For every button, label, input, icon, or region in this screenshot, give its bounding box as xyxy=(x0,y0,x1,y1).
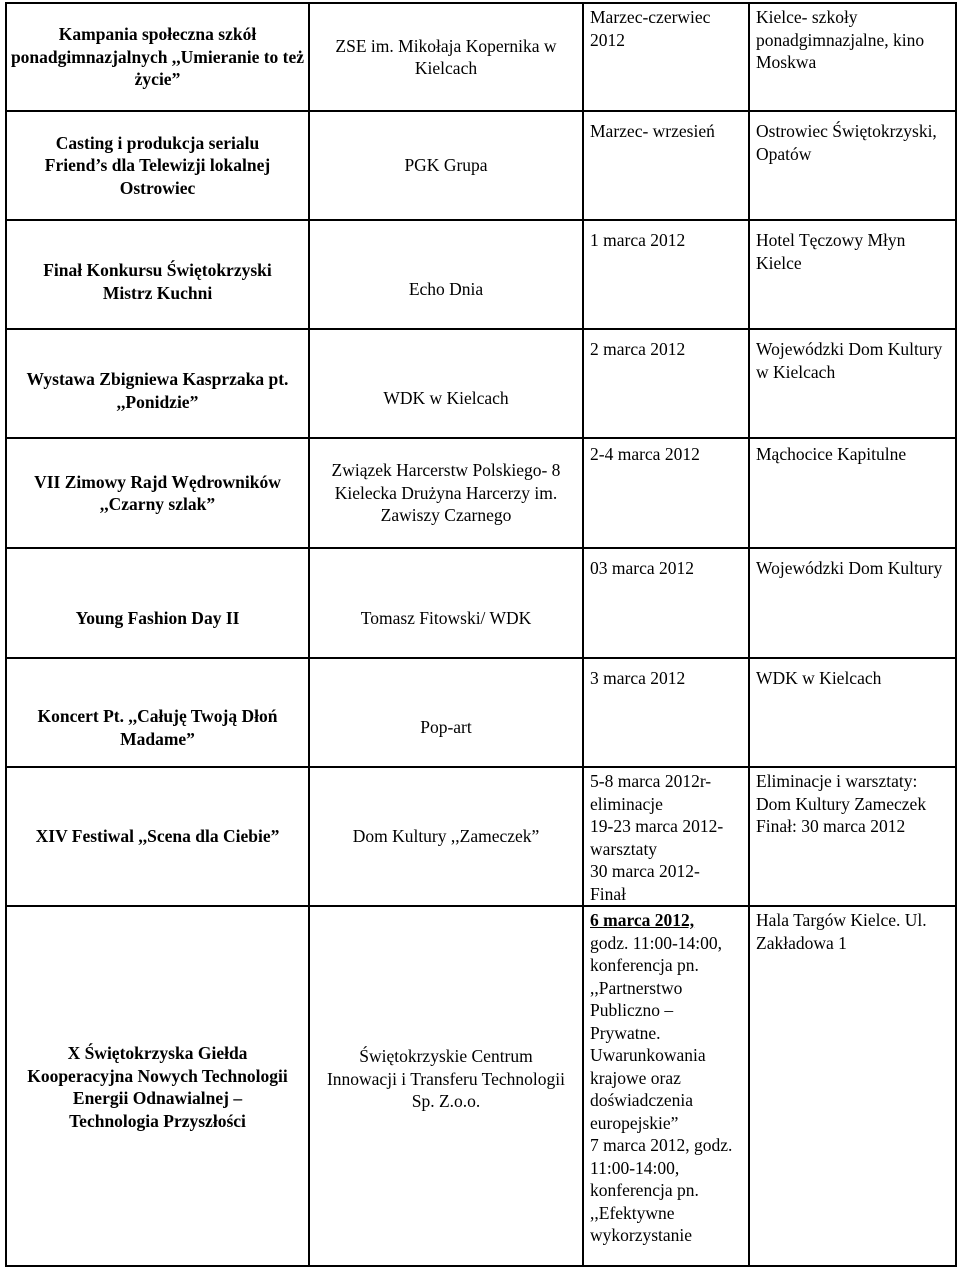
date-line: wykorzystanie xyxy=(590,1225,693,1245)
event-name-text: Casting i produkcja serialu Friend’s dla Telewizji lokalnej Ostrowiec xyxy=(44,132,271,198)
event-name xyxy=(6,438,309,548)
date-line: konferencja pn. xyxy=(590,1180,699,1200)
event-organizer xyxy=(309,438,583,548)
event-name xyxy=(6,548,309,658)
name-line: Kooperacyjna Nowych Technologii xyxy=(27,1065,288,1086)
place-line: Eliminacje i warsztaty: xyxy=(756,771,918,791)
event-organizer-text: Echo Dnia xyxy=(408,279,484,300)
date-line: doświadczenia xyxy=(590,1090,694,1110)
date-line: eliminacje xyxy=(590,793,663,814)
date-line: Finał xyxy=(590,883,626,904)
table-row xyxy=(6,658,956,767)
event-place-list xyxy=(749,906,956,1266)
date-line: Prywatne. xyxy=(590,1022,661,1043)
event-place: Wojewódzki Dom Kultury w Kielcach xyxy=(749,329,956,438)
event-name xyxy=(6,220,309,329)
table-row xyxy=(6,3,956,111)
events-table-page xyxy=(5,2,955,1267)
event-name-text: Wystawa Zbigniewa Kasprzaka pt. ,,Ponidzie” xyxy=(26,369,289,412)
event-organizer-text: WDK w Kielcach xyxy=(383,388,509,409)
event-date: 2 marca 2012 xyxy=(583,329,749,438)
event-organizer xyxy=(309,658,583,767)
date-line: 5-8 marca 2012r- xyxy=(590,771,712,791)
event-organizer xyxy=(309,906,583,1266)
date-line: 30 marca 2012- xyxy=(590,861,700,881)
org-line: Świętokrzyskie Centrum xyxy=(359,1046,533,1067)
date-line: konferencja pn. xyxy=(590,955,699,975)
event-name xyxy=(6,329,309,438)
event-date: 3 marca 2012 xyxy=(583,658,749,767)
name-line: X Świętokrzyska Giełda xyxy=(67,1043,248,1063)
event-date-list xyxy=(583,767,749,906)
table-row xyxy=(6,111,956,220)
event-place-list xyxy=(749,767,956,906)
event-name-text: Finał Konkursu Świętokrzyski Mistrz Kuchni xyxy=(43,260,272,303)
event-organizer-text: ZSE im. Mikołaja Kopernika w Kielcach xyxy=(335,35,557,78)
event-organizer-text: Tomasz Fitowski/ WDK xyxy=(360,607,532,628)
table-row xyxy=(6,220,956,329)
event-place: Mąchocice Kapitulne xyxy=(749,438,956,548)
event-name-text: VII Zimowy Rajd Wędrowników ,,Czarny szlak” xyxy=(34,471,281,514)
event-name: Kampania społeczna szkół ponadgimnazjalnych ,,Umieranie to też życie” xyxy=(6,3,309,111)
name-line: Energii Odnawialnej – xyxy=(72,1088,243,1108)
table-row xyxy=(6,329,956,438)
date-line: warsztaty xyxy=(590,838,658,859)
event-name xyxy=(6,658,309,767)
event-date-list xyxy=(583,906,749,1266)
date-line: 19-23 marca 2012- xyxy=(590,816,724,836)
place-line: Hala Targów Kielce. Ul. xyxy=(756,910,927,930)
event-place: Wojewódzki Dom Kultury xyxy=(749,548,956,658)
event-name-text: Koncert Pt. ,,Całuję Twoją Dłoń Madame” xyxy=(37,706,278,749)
event-date: Marzec- wrzesień xyxy=(583,111,749,220)
event-date: 2-4 marca 2012 xyxy=(583,438,749,548)
event-organizer xyxy=(309,329,583,438)
table-row xyxy=(6,906,956,1266)
place-line: Zakładowa 1 xyxy=(756,932,847,953)
event-place: Hotel Tęczowy Młyn Kielce xyxy=(749,220,956,329)
event-organizer xyxy=(309,3,583,111)
date-line: 7 marca 2012, godz. xyxy=(590,1135,733,1155)
event-place: Ostrowiec Świętokrzyski, Opatów xyxy=(749,111,956,220)
date-line: 11:00-14:00, xyxy=(590,1157,680,1178)
event-organizer: Dom Kultury ,,Zameczek” xyxy=(309,767,583,906)
event-organizer-text: Pop-art xyxy=(420,717,472,738)
date-line: ,,Partnerstwo xyxy=(590,977,683,998)
event-organizer-text: Związek Harcerstw Polskiego- 8 Kielecka Drużyna Harcerzy im. Zawiszy Czarnego xyxy=(331,460,561,526)
event-date: 1 marca 2012 xyxy=(583,220,749,329)
event-place: WDK w Kielcach xyxy=(749,658,956,767)
event-organizer-lines xyxy=(310,1045,582,1127)
date-heading: 6 marca 2012, xyxy=(590,910,695,930)
date-line: krajowe oraz xyxy=(590,1067,681,1088)
org-line: Innowacji i Transferu Technologii xyxy=(326,1068,566,1089)
date-line: Uwarunkowania xyxy=(590,1045,706,1065)
date-line: Publiczno – xyxy=(590,1000,674,1020)
place-line: Dom Kultury Zameczek xyxy=(756,793,927,814)
event-name xyxy=(6,111,309,220)
event-name: XIV Festiwal ,,Scena dla Ciebie” xyxy=(6,767,309,906)
event-place: Kielce- szkoły ponadgimnazjalne, kino Moskwa xyxy=(749,3,956,111)
org-line: Sp. Z.o.o. xyxy=(411,1091,481,1112)
event-organizer xyxy=(309,220,583,329)
table-row xyxy=(6,438,956,548)
date-line: godz. 11:00-14:00, xyxy=(590,932,723,953)
event-organizer xyxy=(309,548,583,658)
name-line: Technologia Przyszłości xyxy=(69,1110,246,1131)
table-row xyxy=(6,548,956,658)
table-row xyxy=(6,767,956,906)
event-date: 03 marca 2012 xyxy=(583,548,749,658)
event-date: Marzec-czerwiec 2012 xyxy=(583,3,749,111)
event-name-lines xyxy=(7,1040,308,1132)
event-name-text: Young Fashion Day II xyxy=(75,607,240,628)
event-name xyxy=(6,906,309,1266)
place-line: Finał: 30 marca 2012 xyxy=(756,816,906,836)
events-table xyxy=(5,2,957,1267)
date-line: ,,Efektywne xyxy=(590,1202,675,1223)
date-line: europejskie” xyxy=(590,1112,679,1133)
event-organizer: PGK Grupa xyxy=(309,111,583,220)
